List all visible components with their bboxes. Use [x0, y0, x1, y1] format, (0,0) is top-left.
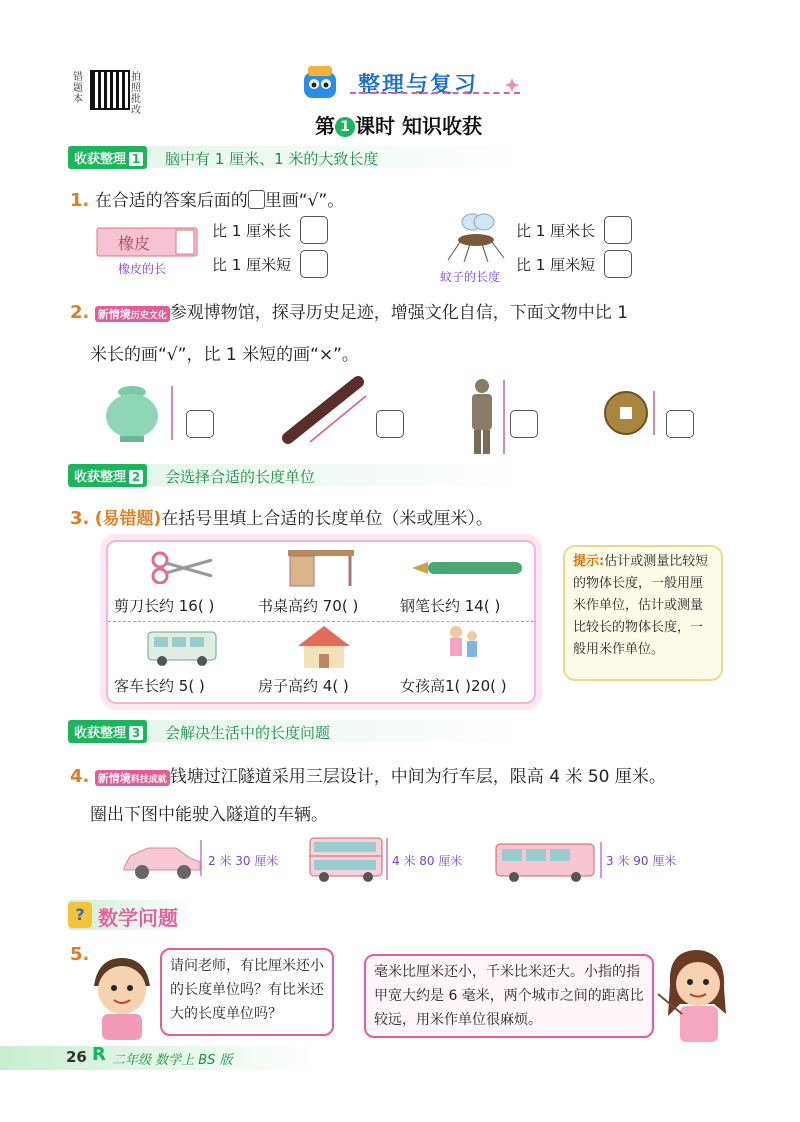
q1a-option-longer	[212, 220, 291, 241]
item-pre: 客车长约 5	[114, 677, 189, 695]
item-pre: 女孩高1	[400, 677, 455, 695]
desk-icon	[286, 546, 356, 588]
boy-question-text: 请问老师，有比厘米还小的长度单位吗？有比米还大的长度单位吗？	[170, 958, 324, 1022]
q2-jar-answer-box[interactable]	[186, 410, 214, 438]
q4-number: 4.	[70, 766, 90, 787]
item-blank[interactable]: ( )	[188, 677, 205, 695]
new-context-badge	[95, 770, 170, 786]
section-3-bar	[68, 720, 728, 742]
q3-item-label[interactable]	[258, 595, 358, 616]
ancient-coin-icon	[600, 388, 660, 438]
q2-line1: 参观博物馆，探寻历史足迹，增强文化自信，下面文物中比 1	[169, 303, 629, 323]
children-icon	[444, 624, 484, 670]
q3-item-house	[254, 622, 394, 700]
q3-item-bus	[110, 622, 250, 700]
q3-fill-grid	[106, 540, 536, 704]
qr-left-label: 错题本	[73, 72, 83, 105]
banner-title: 整理与复习	[358, 73, 479, 98]
mosquito-caption: 蚊子的长度	[440, 270, 501, 284]
teacher-speech-bubble	[364, 954, 654, 1038]
q1b-longer-answer-box[interactable]	[604, 216, 632, 244]
section-tag-label: 收获整理	[74, 152, 127, 167]
mascot-icon	[300, 64, 340, 100]
hint-text: 估计或测量比较短的物体长度，一般用厘米作单位，估计或测量比较长的物体长度，一般用米作单位。	[573, 554, 709, 657]
sample-box-icon	[248, 190, 265, 209]
teacher-avatar	[656, 944, 736, 1044]
section-title: 脑中有 1 厘米、1 米的大致长度	[165, 150, 379, 168]
city-bus-height: 3 米 90 厘米	[606, 854, 677, 868]
q3-item-label[interactable]	[400, 595, 500, 616]
review-banner	[300, 64, 510, 98]
q2-number: 2.	[70, 302, 90, 323]
lesson-prefix: 第	[315, 114, 335, 138]
q1b-option-shorter	[516, 254, 595, 275]
teacher-answer-text: 毫米比厘米还小，千米比米还大。小指的指甲宽大约是 6 毫米，两个城市之间的距离比较远，用米作单位很麻烦。	[374, 964, 644, 1028]
section-title: 会解决生活中的长度问题	[165, 724, 331, 742]
section-title: 会选择合适的长度单位	[165, 468, 316, 486]
badge-sub: 历史文化	[130, 311, 167, 321]
section-tag	[68, 464, 147, 487]
badge-label: 新情境	[97, 772, 131, 785]
height-marker-icon	[198, 838, 204, 878]
q1-stem	[70, 186, 344, 211]
height-marker-icon	[598, 840, 604, 880]
question-mark-icon: ?	[68, 902, 92, 928]
double-decker-bus-icon[interactable]	[308, 836, 384, 882]
item-pre: 房子高约 4	[258, 677, 333, 695]
section-tag-label: 收获整理	[74, 726, 127, 741]
q2-coin-answer-box[interactable]	[666, 410, 694, 438]
q2-warrior-answer-box[interactable]	[510, 410, 538, 438]
qr-code-icon[interactable]	[90, 70, 130, 110]
eraser-image	[96, 226, 200, 258]
pen-icon	[410, 558, 526, 578]
q2-scroll-answer-box[interactable]	[376, 410, 404, 438]
new-context-badge	[95, 306, 170, 322]
badge-sub: 科技成就	[130, 775, 167, 785]
brand-logo: R	[92, 1044, 106, 1065]
q4-stem-line1	[70, 762, 740, 787]
q1-number: 1.	[70, 190, 90, 211]
item-pre: 剪刀长约 16	[114, 597, 198, 615]
scissors-icon	[150, 550, 214, 584]
page-number: 26	[66, 1048, 87, 1066]
item-pre: 钢笔长约 14	[400, 597, 484, 615]
eraser-caption: 橡皮的长	[118, 262, 167, 276]
section-tag-label: 收获整理	[74, 470, 127, 485]
q1b-shorter-answer-box[interactable]	[604, 250, 632, 278]
q3-item-label[interactable]	[114, 595, 214, 616]
bus-icon	[146, 628, 218, 668]
item-blank[interactable]: ( )	[341, 597, 359, 615]
double-decker-height: 4 米 80 厘米	[392, 854, 463, 868]
item-blank[interactable]: ( )	[483, 597, 501, 615]
hint-label: 提示:	[573, 554, 605, 569]
lesson-suffix: 课时 知识收获	[355, 114, 482, 138]
q1a-longer-answer-box[interactable]	[300, 216, 328, 244]
eraser-word: 橡皮	[118, 234, 151, 253]
jade-jar-icon	[102, 382, 182, 444]
math-question-title: 数学问题	[98, 906, 178, 930]
option-label: 比 1 厘米短	[516, 256, 596, 274]
q1a-shorter-answer-box[interactable]	[300, 250, 328, 278]
q2-stem-line1	[70, 298, 730, 323]
q3-item-girl	[396, 622, 536, 700]
item-blank[interactable]: ( )20( )	[454, 677, 507, 695]
terracotta-warrior-icon	[466, 376, 510, 456]
lesson-title	[315, 110, 482, 139]
q1b-option-longer	[516, 220, 595, 241]
car-icon[interactable]	[120, 838, 204, 882]
height-marker-icon	[384, 836, 390, 882]
banner-underline	[350, 92, 520, 94]
q3-stem	[70, 504, 493, 529]
house-icon	[294, 624, 354, 670]
q3-text: 在括号里填上合适的长度单位（米或厘米）。	[161, 509, 493, 529]
section-tag-num: 2	[129, 470, 143, 484]
star-icon	[505, 78, 519, 92]
item-pre: 书桌高约 70	[258, 597, 342, 615]
footer-book-info: 二年级 数学上 BS 版	[112, 1053, 233, 1068]
q3-item-scissors	[110, 542, 250, 620]
section-1-bar	[68, 146, 728, 168]
q1-text-a: 在合适的答案后面的	[94, 191, 248, 211]
mosquito-icon	[446, 210, 506, 265]
q3-number: 3.	[70, 508, 90, 529]
q4-line2: 圈出下图中能驶入隧道的车辆。	[90, 805, 328, 825]
math-question-bar	[68, 900, 196, 930]
q1-text-b: 里画“√”。	[264, 191, 345, 211]
bamboo-scroll-icon	[280, 372, 370, 444]
section-tag-num: 1	[129, 152, 143, 166]
section-2-bar	[68, 464, 728, 486]
city-bus-icon[interactable]	[494, 840, 598, 884]
q3-item-pen	[396, 542, 536, 620]
hint-box	[563, 545, 723, 681]
q3-item-label[interactable]	[258, 675, 349, 696]
q5-number: 5.	[70, 944, 90, 965]
section-tag	[68, 146, 147, 169]
section-tag	[68, 720, 147, 743]
option-label: 比 1 厘米长	[516, 222, 596, 240]
q3-item-label[interactable]	[400, 675, 507, 696]
boy-avatar	[84, 952, 160, 1042]
badge-label: 新情境	[97, 308, 131, 321]
q1a-option-shorter	[212, 254, 291, 275]
option-label: 比 1 厘米长	[212, 222, 292, 240]
car-height: 2 米 30 厘米	[208, 854, 279, 868]
qr-right-label: 拍照批改	[131, 72, 141, 116]
q3-item-label[interactable]	[114, 675, 205, 696]
option-label: 比 1 厘米短	[212, 256, 292, 274]
item-blank[interactable]: ( )	[332, 677, 349, 695]
q2-line2: 米长的画“√”，比 1 米短的画“×”。	[90, 345, 359, 365]
lesson-number: 1	[335, 117, 355, 137]
boy-speech-bubble	[160, 948, 334, 1036]
item-blank[interactable]: ( )	[197, 597, 215, 615]
section-tag-num: 3	[129, 726, 143, 740]
q3-item-desk	[254, 542, 394, 620]
error-prone-label: (易错题)	[94, 509, 162, 529]
q4-line1: 钱塘过江隧道采用三层设计，中间为行车层，限高 4 米 50 厘米。	[169, 767, 666, 787]
